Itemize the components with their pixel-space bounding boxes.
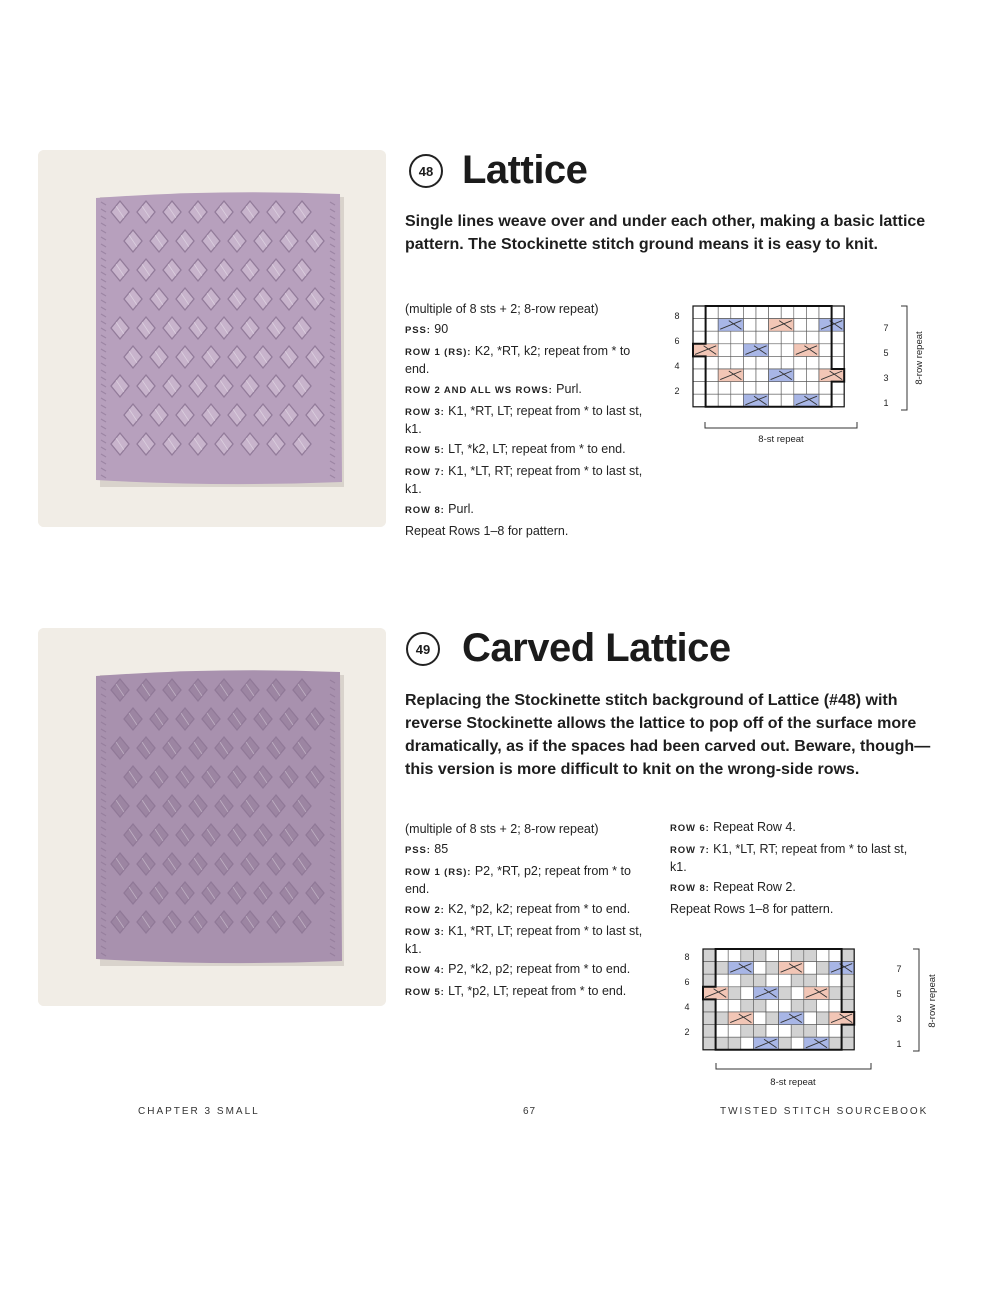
chart-cell — [728, 999, 741, 1012]
chart-cell — [819, 306, 832, 319]
pattern-number-badge: 49 — [406, 632, 440, 666]
chart-cell — [743, 331, 756, 344]
chart-cell — [791, 987, 804, 1000]
chart-cell — [769, 306, 782, 319]
row-number: 3 — [883, 373, 889, 383]
chart-cell — [769, 394, 782, 407]
chart-cell — [753, 949, 766, 962]
chart-cell — [832, 356, 845, 369]
chart-cell — [816, 974, 829, 987]
chart-cell — [769, 344, 782, 357]
row-text: P2, *RT, p2; repeat from * to end. — [405, 864, 631, 896]
pattern-instructions — [405, 301, 655, 543]
chart-cell — [693, 319, 706, 332]
chart-cell — [753, 1012, 766, 1025]
row-number: 2 — [674, 386, 680, 396]
chart-cell — [779, 1025, 792, 1038]
chart-cell — [819, 394, 832, 407]
chart-cell — [718, 344, 731, 357]
row-number: 2 — [684, 1027, 690, 1037]
row-text: Repeat Row 4. — [709, 820, 796, 834]
chart-cell — [791, 999, 804, 1012]
chart-cell — [832, 382, 845, 395]
instruction-line — [405, 961, 655, 979]
instruction-line — [405, 381, 655, 399]
row-number: 3 — [896, 1014, 902, 1024]
instruction-line — [405, 523, 655, 539]
chart-right-row-numbers — [896, 964, 901, 1049]
chart-cell — [766, 999, 779, 1012]
chart-cell — [766, 962, 779, 975]
chart-cell — [731, 331, 744, 344]
row-number: 7 — [883, 323, 889, 333]
row-text: LT, *k2, LT; repeat from * to end. — [444, 442, 626, 456]
chart-cell — [769, 356, 782, 369]
row-number: 7 — [896, 964, 902, 974]
row-label: ROW 5: — [405, 445, 445, 456]
page-number: 67 — [523, 1106, 537, 1117]
chart-cell — [791, 949, 804, 962]
chart-cell — [842, 1037, 855, 1050]
chart-cell — [816, 1025, 829, 1038]
chart-cell — [706, 394, 719, 407]
instruction-line — [405, 863, 655, 897]
row-label: ROW 7: — [405, 467, 445, 478]
chart-cell — [781, 382, 794, 395]
chart-cell — [819, 331, 832, 344]
chart-cell — [781, 394, 794, 407]
instruction-line — [405, 841, 655, 859]
chart-cell — [693, 369, 706, 382]
chart-cell — [819, 344, 832, 357]
chart-cell — [716, 949, 729, 962]
row-number: 6 — [684, 977, 690, 987]
chart-cell — [728, 1025, 741, 1038]
row-text: K1, *LT, RT; repeat from * to last st, k1. — [405, 464, 643, 496]
row-text: K2, *RT, k2; repeat from * to end. — [405, 344, 631, 376]
chart-cell — [781, 331, 794, 344]
instruction-line — [405, 441, 655, 459]
chart-cell — [753, 1025, 766, 1038]
repeat-label: 8-st repeat — [770, 1077, 816, 1088]
row-number: 4 — [684, 1002, 690, 1012]
chart-cell — [806, 331, 819, 344]
chart-cell — [794, 319, 807, 332]
chart-cell — [693, 331, 706, 344]
chart-cell — [716, 974, 729, 987]
chart-cell — [756, 331, 769, 344]
chart-cell — [791, 1037, 804, 1050]
instruction-line — [405, 343, 655, 377]
chart-cell — [756, 356, 769, 369]
instruction-line — [405, 463, 655, 497]
row-text: Repeat Row 2. — [709, 880, 796, 894]
chart-cell — [766, 1012, 779, 1025]
chart-cell — [842, 974, 855, 987]
chart-cell — [829, 987, 842, 1000]
chart-cell — [829, 999, 842, 1012]
chart-left-row-numbers — [684, 952, 689, 1037]
chart-cell — [731, 344, 744, 357]
chart-cell — [716, 1037, 729, 1050]
chart-cell — [706, 382, 719, 395]
row-text: 90 — [430, 322, 449, 336]
row-label: PSS: — [405, 845, 431, 856]
row-repeat-bracket — [913, 949, 919, 1051]
chart-cell — [706, 356, 719, 369]
chart-cell — [703, 999, 716, 1012]
row-number: 5 — [883, 348, 889, 358]
footer-book-title: TWISTED STITCH SOURCEBOOK — [720, 1106, 929, 1117]
chart-cell — [804, 949, 817, 962]
chart-cell — [804, 1012, 817, 1025]
repeat-bracket — [716, 1063, 871, 1069]
instruction-line — [405, 501, 655, 519]
row-label: ROW 5: — [405, 987, 445, 998]
chart-cell — [693, 394, 706, 407]
chart-cell — [781, 356, 794, 369]
row-text: K2, *p2, k2; repeat from * to end. — [444, 902, 631, 916]
chart-cell — [753, 999, 766, 1012]
row-text: P2, *k2, p2; repeat from * to end. — [444, 962, 631, 976]
chart-cell — [716, 1012, 729, 1025]
chart-cell — [842, 949, 855, 962]
row-text: Repeat Rows 1–8 for pattern. — [405, 524, 569, 538]
chart-cell — [806, 306, 819, 319]
row-number: 5 — [896, 989, 902, 999]
row-repeat-bracket — [901, 306, 907, 410]
instruction-line — [405, 901, 655, 919]
chart-cell — [816, 949, 829, 962]
chart-cell — [806, 319, 819, 332]
chart-cell — [716, 1025, 729, 1038]
chart-cell — [842, 1025, 855, 1038]
repeat-bracket — [705, 422, 857, 428]
chart-cell — [716, 999, 729, 1012]
row-label: PSS: — [405, 325, 431, 336]
chart-cell — [703, 1037, 716, 1050]
chart-cell — [741, 949, 754, 962]
pattern-title: Carved Lattice — [462, 626, 731, 670]
row-repeat-label: 8-row repeat — [927, 974, 938, 1028]
chart-cell — [728, 974, 741, 987]
chart-cell — [706, 306, 719, 319]
instruction-line — [405, 821, 655, 837]
chart-cell — [728, 949, 741, 962]
row-number: 4 — [674, 361, 680, 371]
chart-cell — [829, 1037, 842, 1050]
chart-cell — [743, 382, 756, 395]
chart-cell — [832, 331, 845, 344]
chart-cell — [741, 974, 754, 987]
chart-cell — [718, 382, 731, 395]
chart-cell — [794, 331, 807, 344]
pattern-title: Lattice — [462, 148, 588, 192]
swatch-photo-carved-lattice — [38, 628, 386, 1006]
chart-cell — [731, 356, 744, 369]
chart-cell — [806, 356, 819, 369]
chart-cell — [794, 306, 807, 319]
chart-cell — [794, 356, 807, 369]
chart-cell — [741, 1037, 754, 1050]
chart-cell — [731, 382, 744, 395]
row-number: 8 — [684, 952, 690, 962]
chart-cell — [703, 974, 716, 987]
chart-cell — [779, 999, 792, 1012]
chart-cell — [728, 1037, 741, 1050]
instruction-line — [670, 901, 925, 917]
row-number: 1 — [883, 398, 889, 408]
instruction-line — [670, 819, 925, 837]
chart-left-row-numbers — [674, 311, 679, 396]
row-number: 8 — [674, 311, 680, 321]
chart-cell — [706, 369, 719, 382]
chart-cell — [703, 1012, 716, 1025]
row-label: ROW 6: — [670, 823, 710, 834]
chart-cell — [769, 331, 782, 344]
row-label: ROW 3: — [405, 927, 445, 938]
chart-cell — [816, 999, 829, 1012]
chart-cell — [693, 382, 706, 395]
chart-cell — [716, 962, 729, 975]
chart-cell — [756, 306, 769, 319]
chart-cell — [703, 1025, 716, 1038]
chart-cell — [766, 1025, 779, 1038]
row-text: K1, *LT, RT; repeat from * to last st, k1. — [670, 842, 908, 874]
row-label: ROW 2 AND ALL WS ROWS: — [405, 385, 553, 396]
chart-cell — [741, 1025, 754, 1038]
row-number: 6 — [674, 336, 680, 346]
chart-cell — [819, 382, 832, 395]
row-text: (multiple of 8 sts + 2; 8-row repeat) — [405, 822, 599, 836]
chart-cell — [806, 369, 819, 382]
row-text: K1, *RT, LT; repeat from * to last st, k1. — [405, 404, 643, 436]
chart-cell — [832, 306, 845, 319]
chart-cell — [804, 999, 817, 1012]
chart-cell — [816, 1012, 829, 1025]
chart-cell — [766, 974, 779, 987]
instruction-line — [670, 879, 925, 897]
chart-cell — [829, 1025, 842, 1038]
row-label: ROW 4: — [405, 965, 445, 976]
chart-cell — [731, 306, 744, 319]
chart-cell — [731, 394, 744, 407]
chart-cell — [741, 987, 754, 1000]
chart-cell — [718, 331, 731, 344]
carved-lattice-chart — [675, 943, 955, 1093]
repeat-label: 8-st repeat — [758, 434, 804, 445]
chart-cell — [706, 319, 719, 332]
chart-cell — [794, 369, 807, 382]
chart-cell — [816, 962, 829, 975]
chart-cell — [703, 962, 716, 975]
chart-cell — [756, 319, 769, 332]
chart-cell — [753, 974, 766, 987]
chart-cell — [829, 974, 842, 987]
chart-cell — [756, 382, 769, 395]
chart-right-row-numbers — [883, 323, 888, 408]
row-label: ROW 8: — [670, 883, 710, 894]
lattice-chart — [665, 300, 945, 450]
pattern-number-badge: 48 — [409, 154, 443, 188]
chart-cell — [741, 999, 754, 1012]
row-text: 85 — [430, 842, 449, 856]
row-label: ROW 8: — [405, 505, 445, 516]
chart-cell — [819, 356, 832, 369]
instruction-line — [405, 321, 655, 339]
chart-cell — [743, 369, 756, 382]
chart-cell — [718, 356, 731, 369]
pattern-description: Single lines weave over and under each other, making a basic lattice pattern. The Stockinette stitch ground means it is easy to knit. — [405, 213, 926, 253]
chart-cell — [791, 974, 804, 987]
instruction-line — [405, 983, 655, 1001]
row-text: Repeat Rows 1–8 for pattern. — [670, 902, 834, 916]
pattern-instructions-continued — [670, 819, 925, 921]
chart-cell — [829, 949, 842, 962]
chart-cell — [842, 987, 855, 1000]
row-text: K1, *RT, LT; repeat from * to last st, k1. — [405, 924, 643, 956]
chart-cell — [743, 356, 756, 369]
row-label: ROW 7: — [670, 845, 710, 856]
row-label: ROW 3: — [405, 407, 445, 418]
chart-cell — [779, 987, 792, 1000]
pattern-instructions — [405, 821, 655, 1005]
chart-cell — [779, 974, 792, 987]
chart-cell — [781, 344, 794, 357]
row-label: ROW 2: — [405, 905, 445, 916]
instruction-line — [405, 301, 655, 317]
chart-cell — [766, 949, 779, 962]
chart-cell — [753, 962, 766, 975]
chart-cell — [779, 949, 792, 962]
chart-cell — [794, 382, 807, 395]
chart-cell — [769, 382, 782, 395]
chart-cell — [832, 344, 845, 357]
chart-cell — [781, 306, 794, 319]
row-number: 1 — [896, 1039, 902, 1049]
row-text: (multiple of 8 sts + 2; 8-row repeat) — [405, 302, 599, 316]
chart-cell — [728, 987, 741, 1000]
chart-cell — [804, 1025, 817, 1038]
chart-cell — [804, 962, 817, 975]
chart-cell — [842, 999, 855, 1012]
swatch-photo-lattice — [38, 150, 386, 527]
chart-cell — [756, 369, 769, 382]
pattern-description: Replacing the Stockinette stitch background of Lattice (#48) with reverse Stockinette allows the lattice to pop off of the surface more dramatically, as if the spaces had been carved out. Beware, though—this version is more difficult to knit on the wrong-side rows. — [405, 692, 931, 778]
footer-chapter: CHAPTER 3 SMALL — [138, 1106, 260, 1117]
chart-cell — [693, 356, 706, 369]
chart-cell — [806, 382, 819, 395]
chart-cell — [832, 394, 845, 407]
chart-cell — [743, 306, 756, 319]
row-label: ROW 1 (RS): — [405, 867, 472, 878]
instruction-line — [670, 841, 925, 875]
chart-cell — [718, 306, 731, 319]
chart-cell — [791, 1025, 804, 1038]
instruction-line — [405, 923, 655, 957]
chart-cell — [718, 394, 731, 407]
row-label: ROW 1 (RS): — [405, 347, 472, 358]
chart-cell — [693, 306, 706, 319]
row-text: Purl. — [552, 382, 582, 396]
chart-cell — [804, 974, 817, 987]
chart-cell — [703, 949, 716, 962]
chart-cell — [779, 1037, 792, 1050]
row-text: Purl. — [444, 502, 474, 516]
row-repeat-label: 8-row repeat — [914, 331, 925, 385]
instruction-line — [405, 403, 655, 437]
chart-cell — [706, 331, 719, 344]
chart-cell — [743, 319, 756, 332]
row-text: LT, *p2, LT; repeat from * to end. — [444, 984, 627, 998]
